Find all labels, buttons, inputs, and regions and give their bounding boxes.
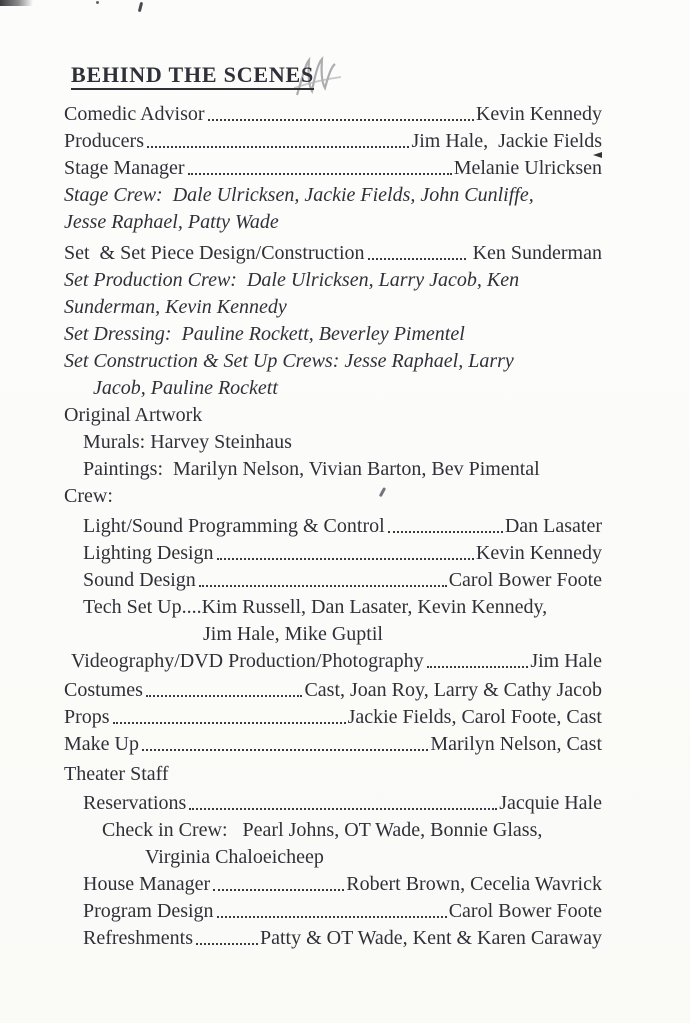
dot-leader [196,567,449,594]
credit-names: Dan Lasater [504,515,602,537]
dot-leader [424,648,531,675]
credit-row-stage-crew [64,182,602,209]
credit-role: Costumes [64,679,143,701]
credit-names: Jim Hale [530,650,602,672]
credit-row-sound-design [64,567,602,594]
credit-role: Set & Set Piece Design/Construction [64,242,365,264]
scan-edge-smudge [0,0,33,6]
credit-row-make-up [64,731,602,758]
credit-row-producers [64,128,602,155]
credit-row-light-sound-programming [64,513,602,540]
dot-leader [186,790,499,817]
credit-role: Program Design [83,900,214,922]
credit-row-original-artwork [64,402,602,429]
credit-text: Original Artwork [64,404,203,426]
credit-text: Murals: Harvey Steinhaus [83,431,292,453]
credit-text: Virginia Chaloeicheep [145,846,324,868]
credit-row-paintings [64,456,602,483]
credit-role: Videography/DVD Production/Photography [71,650,424,672]
credit-text: Check in Crew: Pearl Johns, OT Wade, Bonnie Glass, [102,819,543,841]
credit-row-comedic-advisor [64,101,602,128]
credit-names: Carol Bower Foote [448,900,602,922]
credit-row-lighting-design [64,540,602,567]
credit-text: Sunderman, Kevin Kennedy [64,296,287,318]
credit-names: Melanie Ulricksen [453,157,602,179]
credit-text: Tech Set Up....Kim Russell, Dan Lasater, Kevin Kennedy, [83,596,548,618]
credit-role: Stage Manager [64,157,185,179]
dot-leader [110,704,348,731]
dot-leader [185,155,454,182]
credit-names: Jackie Fields, Carol Foote, Cast [347,706,602,728]
credit-row-set-construction [64,348,602,375]
credit-row-program-design [64,898,602,925]
credit-row-check-in-crew-cont [64,844,602,871]
credit-names: Kevin Kennedy [475,542,602,564]
credit-row-set-production-crew [64,267,602,294]
credit-names: Carol Bower Foote [448,569,602,591]
credit-text: Jim Hale, Mike Guptil [203,623,383,645]
dot-leader [193,925,260,952]
credit-text: Jacob, Pauline Rockett [93,377,278,399]
credit-row-stage-crew-cont [64,209,602,236]
credit-text: Theater Staff [64,763,169,785]
credit-text: Stage Crew: Dale Ulricksen, Jackie Fields, John Cunliffe, [64,184,534,206]
credit-role: House Manager [83,873,211,895]
credit-text: Paintings: Marilyn Nelson, Vivian Barton, Bev Pimental [83,458,540,480]
credit-role: Props [64,706,110,728]
credit-row-costumes [64,677,602,704]
credit-row-crew-header [64,483,602,510]
credit-role: Reservations [83,792,187,814]
credit-text: Set Construction & Set Up Crews: Jesse Raphael, Larry [64,350,514,372]
credit-text: Crew: [64,485,113,507]
dot-leader [143,677,305,704]
page-title [71,62,602,88]
dot-leader [214,540,476,567]
dot-leader [214,898,449,925]
dot-leader [365,240,468,267]
credit-row-set-dressing [64,321,602,348]
credit-row-check-in-crew [64,817,602,844]
credit-row-set-construction-cont [64,375,602,402]
stray-speck-mark [96,1,99,4]
credit-names: Ken Sunderman [467,242,602,264]
dot-leader [139,731,430,758]
credit-row-set-design [64,240,602,267]
dot-leader [144,128,411,155]
credit-text: Set Dressing: Pauline Rockett, Beverley Pimentel [64,323,465,345]
credit-row-theater-staff-header [64,761,602,788]
credit-role: Sound Design [83,569,196,591]
credit-role: Make Up [64,733,139,755]
page-title-text: BEHIND THE SCENES [71,62,314,90]
credit-role: Light/Sound Programming & Control [83,515,385,537]
credit-text: Jesse Raphael, Patty Wade [64,211,279,233]
credit-row-set-production-crew-cont [64,294,602,321]
credit-text: Set Production Crew: Dale Ulricksen, Larry Jacob, Ken [64,269,520,291]
credit-row-reservations [64,790,602,817]
credit-row-murals [64,429,602,456]
credit-names: Marilyn Nelson, Cast [430,733,602,755]
stray-pen-mark [138,2,143,12]
credit-role: Refreshments [83,927,193,949]
credit-row-tech-set-up [64,594,602,621]
credit-row-stage-manager [64,155,602,182]
credit-row-videography [64,648,602,675]
dot-leader [385,513,505,540]
credit-names: Kevin Kennedy [475,103,602,125]
credit-row-props [64,704,602,731]
credit-role: Producers [64,130,144,152]
program-credits-page [64,62,602,952]
credit-role: Lighting Design [83,542,214,564]
credit-names: Patty & OT Wade, Kent & Karen Caraway [259,927,602,949]
credit-names: Jim Hale, Jackie Fields [411,130,602,152]
credit-names: Robert Brown, Cecelia Wavrick [346,873,602,895]
credit-names: Cast, Joan Roy, Larry & Cathy Jacob [304,679,602,701]
dot-leader [210,871,346,898]
credit-names: Jacquie Hale [499,792,602,814]
credit-row-refreshments [64,925,602,952]
credit-row-tech-set-up-cont [64,621,602,648]
credit-row-house-manager [64,871,602,898]
credit-role: Comedic Advisor [64,103,205,125]
dot-leader [205,101,476,128]
